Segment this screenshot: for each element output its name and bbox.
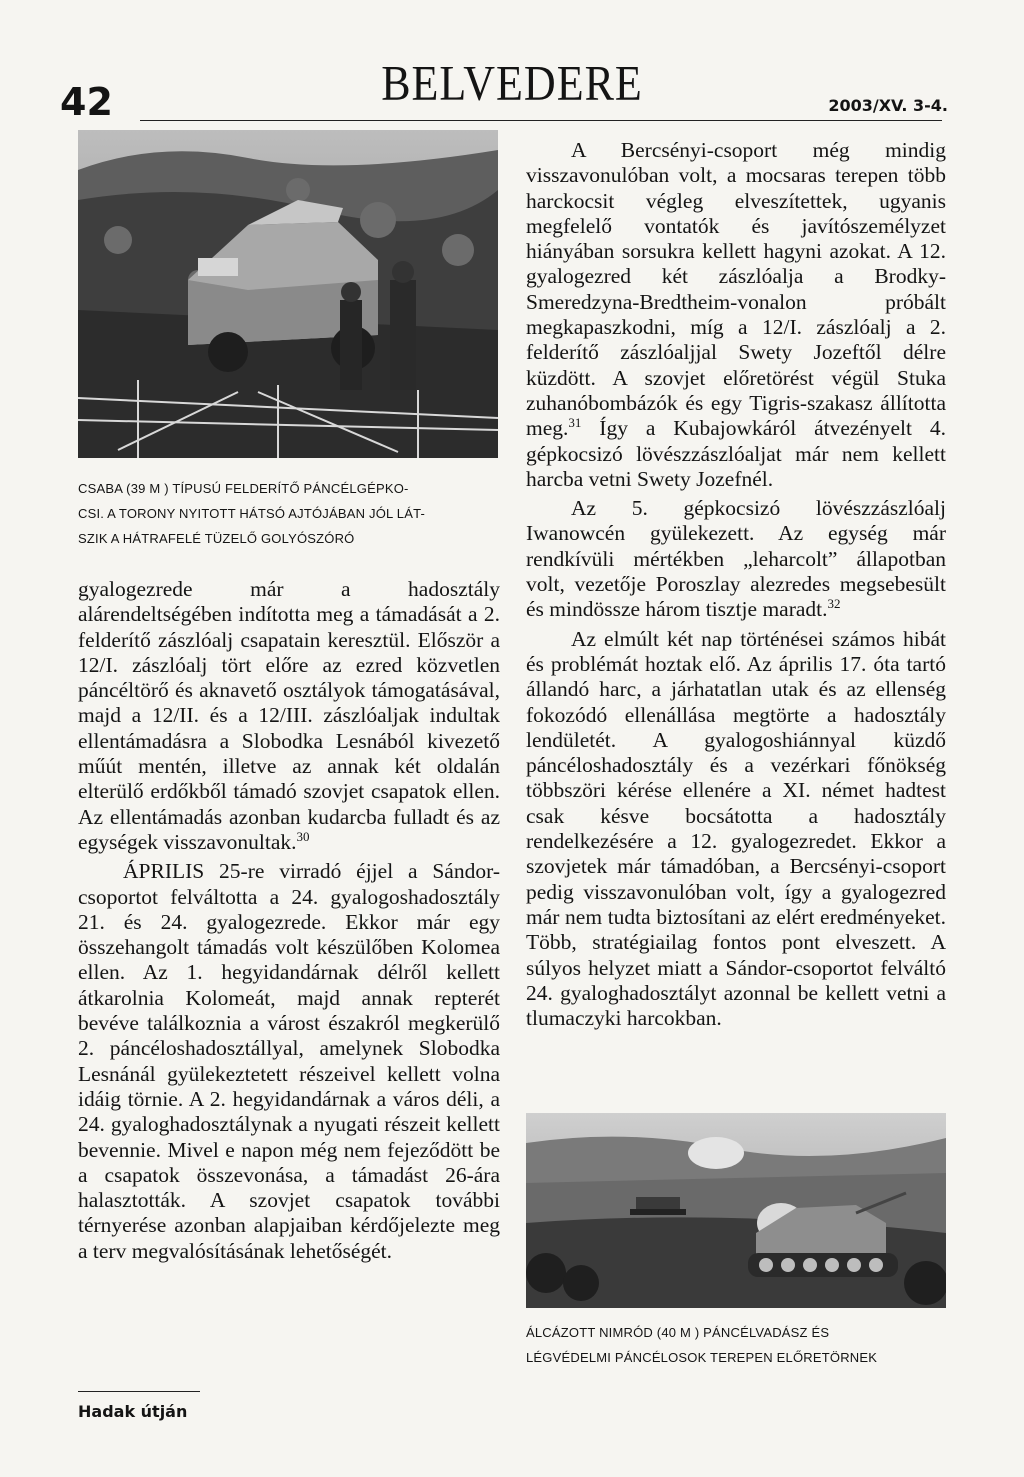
caption-line: ÁLCÁZOTT NIMRÓD (40 M ) PÁNCÉLVADÁSZ ÉS [526, 1325, 830, 1340]
header-rule [140, 120, 942, 121]
paragraph: Az elmúlt két nap történései számos hibát és problémát hoztak elő. Az április 17. óta tartó állandó harc, a járhatatlan utak és az ellenség fokozódó ellenállása megtörte a hadosztály lendületét. A gyalogoshiánnyal küzdő páncéloshadosztály és a vezérkari főnökség többszöri kérése ellenére a XI. német hadtest csak késve bocsátotta a hadosztály rendelkezésére a 12. gyalogezredet. Ekkor a szovjetek már támadóban, a Bercsényi-csoport pedig visszavonulóban volt, így a gyalogezred már nem tudta biztosítani az elért eredményeket. Több, stratégiailag fontos pont elveszett. A súlyos helyzet miatt a Sándor-csoportot felváltó 24. gyaloghadosztályt azonnal be kellett vetni a tlumaczyki harcokban. [526, 626, 946, 1031]
journal-title: BELVEDERE [381, 56, 643, 111]
footnote-ref: 32 [827, 596, 841, 612]
paragraph: ÁPRILIS 25-re virradó éjjel a Sándor-csoportot felváltotta a 24. gyalogoshadosztály 21. és 24. gyalogezrede. Ekkor már egy összehangolt támadás volt készülőben Kolomea ellen. Az 1. hegyidandárnak délről kellett átkarolnia Kolomeát, majd annak repterét bevéve találkoznia a várost északról megkerülő 2. páncéloshadosztállyal, amelynek Slobodka Lesnánál gyülekeztetett részeivel kellett volna idáig törnie. A 2. hegyidandárnak a város déli, a 24. gyaloghadosztálynak a nyugati részeit kellett bevennie. Mivel e napon még nem fejeződött be a csapatok összevonása, a támadást 26-ára halasztották. A szovjet csapatok további térnyerése azonban alapjaiban kérdőjelezte meg a terv megvalósításának lehetőségét. [78, 859, 500, 1263]
issue-label: 2003/XV. 3-4. [828, 96, 948, 115]
caption-line: CSABA (39 M ) TÍPUSÚ FELDERÍTŐ PÁNCÉLGÉPKO- [78, 481, 409, 496]
armoured-car-photo [78, 130, 498, 458]
caption-line: SZIK A HÁTRAFELÉ TÜZELŐ GOLYÓSZÓRÓ [78, 531, 355, 546]
caption-line: LÉGVÉDELMI PÁNCÉLOSOK TEREPEN ELŐRETÖRNEK [526, 1350, 878, 1365]
section-label: Hadak útján [78, 1402, 188, 1421]
page-number: 42 [60, 80, 113, 124]
tank-destroyer-photo [526, 1113, 946, 1308]
photo-2-caption [526, 1320, 946, 1370]
left-column [78, 577, 500, 1264]
footnote-ref: 30 [296, 828, 310, 844]
paragraph: Az 5. gépkocsizó lövészzászlóalj Iwanowcén gyülekezett. Az egység már rendkívüli mértékben „leharcolt” állapotban volt, vezetője Poroszlay alezredes megsebesült és mindössze három tisztje maradt.$^{32}$ [526, 496, 946, 622]
photo-1-caption [78, 476, 498, 551]
paragraph: A Bercsényi-csoport még mindig visszavonulóban volt, a mocsaras terepen több harckocsit végleg elveszítettek, ugyanis megfelelő vontatók és javítószemélyzet hiányában sorsukra kellett hagyni azokat. A 12. gyalogezred két zászlóalja a Brodky-Smeredzyna-Bredtheim-vonalon próbált megkapaszkodni, míg a 12/I. zászlóalj a 2. felderítő zászlóaljjal Swety Jozeftől délre küzdött. A szovjet előretörést végül Stuka zuhanóbombázók és egy Tigris-szakasz állította meg.$^{31}$ Így a Kubajowkáról átvezényelt 4. gépkocsizó lövészzászlóaljat már nem kellett harcba vetni Swety Jozefnél. [526, 138, 946, 491]
footnote-ref: 31 [568, 415, 582, 431]
paragraph: gyalogezrede már a hadosztály alárendeltségében indította meg a támadását a 2. felderítő zászlóalj csapatain keresztül. Először a 12/I. zászlóalj tört előre az ezred közvetlen páncéltörő és aknavető osztályok támogatásával, majd a 12/II. és a 12/III. zászlóaljak indultak ellentámadásra a Slobodka Lesnából kivezető műút mentén, illetve az annak két oldalán elterülő erdőkből támadó szovjet csapatok ellen. Az ellentámadás azonban kudarcba fulladt és az egységek visszavonultak.$^{30}$ [78, 577, 500, 854]
right-column [526, 138, 946, 1031]
footer-rule [78, 1391, 200, 1392]
caption-line: CSI. A TORONY NYITOTT HÁTSÓ AJTÓJÁBAN JÓL LÁT- [78, 506, 426, 521]
